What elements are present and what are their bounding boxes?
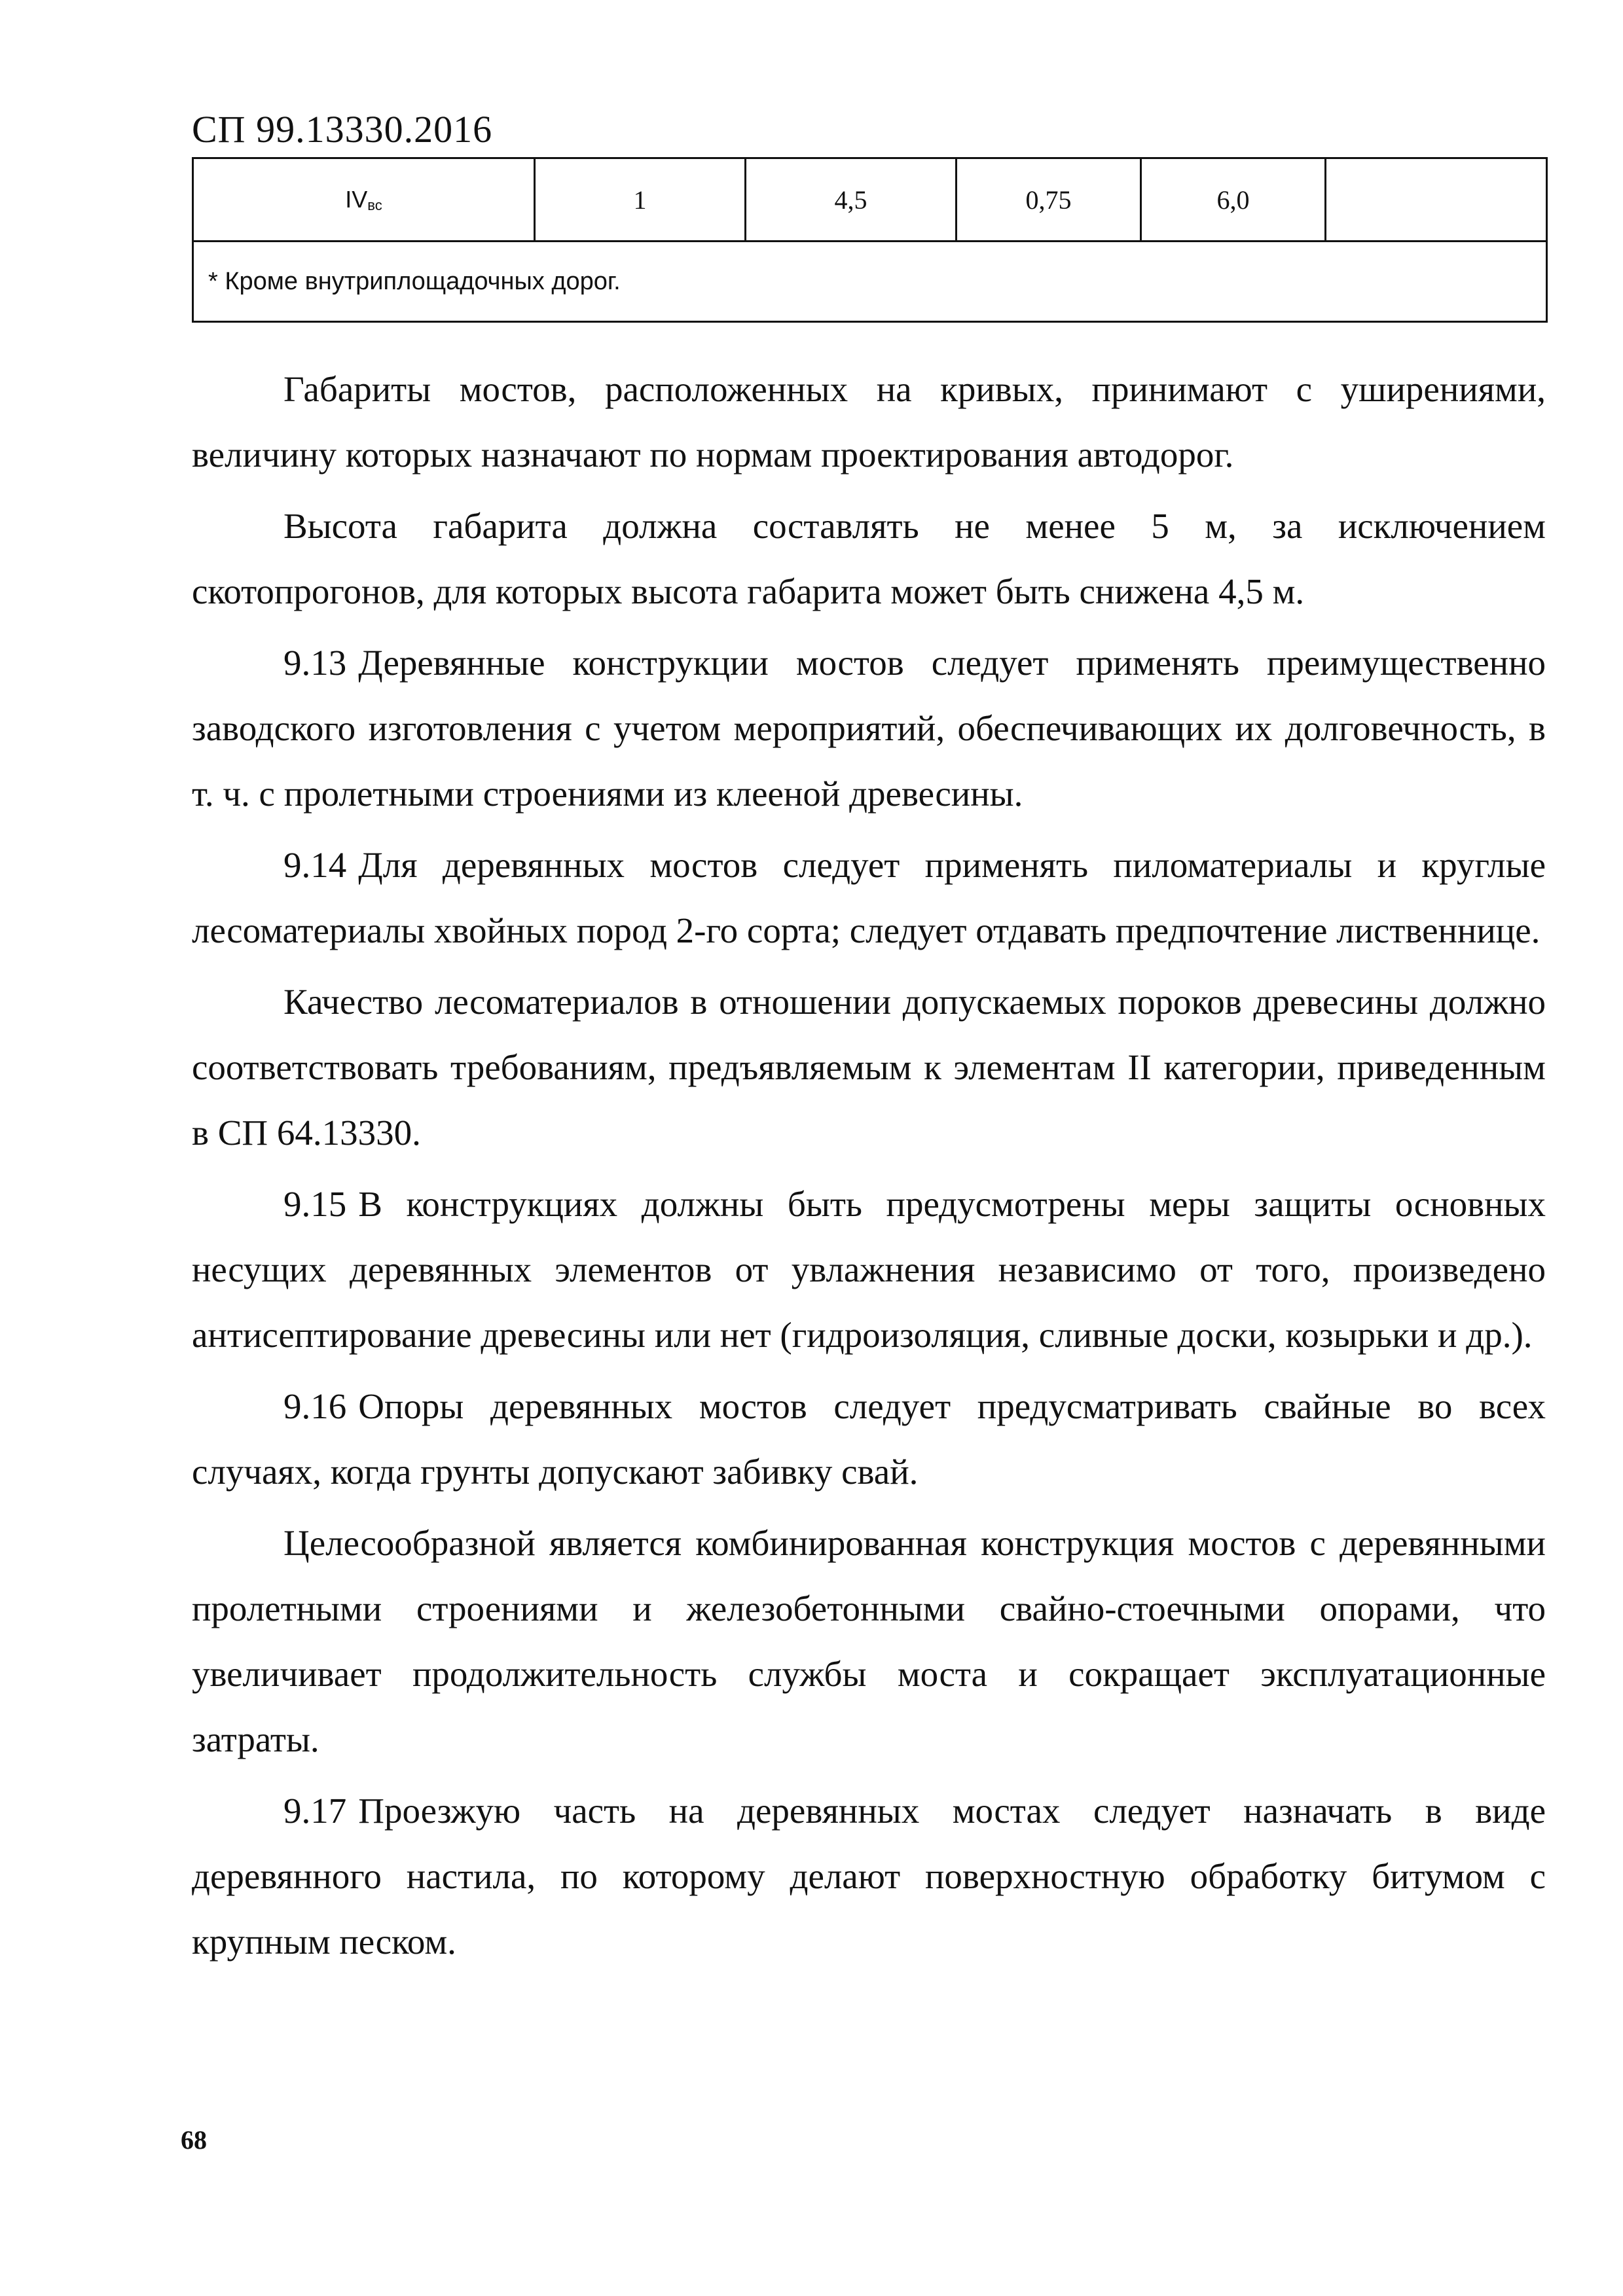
clause-number: 9.13 [283, 643, 347, 683]
clause-9-17 [192, 1778, 1546, 1975]
paragraph-text: Опоры деревянных мостов следует предусматривать свайные во всех случаях, когда грунты допускают забивку свай. [192, 1386, 1546, 1492]
table-cell: 0,75 [957, 158, 1141, 242]
paragraph [192, 357, 1546, 488]
table-cell: 1 [535, 158, 746, 242]
clause-number: 9.17 [283, 1791, 347, 1831]
page-number: 68 [181, 2125, 207, 2155]
clause-9-13 [192, 630, 1546, 827]
paragraph-text: Высота габарита должна составлять не менее 5 м, за исключением скотопрогонов, для которых высота габарита может быть снижена 4,5 м. [192, 506, 1546, 611]
paragraph-text: Габариты мостов, расположенных на кривых, принимают с уширениями, величину которых назначают по нормам проектирования автодорог. [192, 369, 1546, 475]
paragraph-text: Деревянные конструкции мостов следует применять преимущественно заводского изготовления с учетом мероприятий, обеспечивающих их долговечность, в т. ч. с пролетными строениями из клееной древесины. [192, 643, 1546, 814]
clause-number: 9.15 [283, 1184, 347, 1224]
paragraph [192, 969, 1546, 1166]
table-footnote: * Кроме внутриплощадочных дорог. [193, 242, 1547, 322]
paragraph-text: Проезжую часть на деревянных мостах следует назначать в виде деревянного настила, по которому делают поверхностную обработку битумом с крупным песком. [192, 1791, 1546, 1962]
paragraph-text: В конструкциях должны быть предусмотрены меры защиты основных несущих деревянных элементов от увлажнения независимо от того, произведено антисептирование древесины или нет (гидроизоляция, сливные доски, козырьки и др.). [192, 1184, 1546, 1355]
clause-9-16 [192, 1374, 1546, 1505]
clearance-table [192, 157, 1548, 323]
paragraph [192, 1511, 1546, 1772]
body-text [192, 357, 1546, 1981]
paragraph-text: Целесообразной является комбинированная конструкция мостов с деревянными пролетными строениями и железобетонными свайно-стоечными опорами, что увеличивает продолжительность службы моста и сокращает эксплуатационные затраты. [192, 1523, 1546, 1759]
clause-9-14 [192, 833, 1546, 963]
road-category-subscript: вс [367, 196, 382, 213]
table-footnote-row [193, 242, 1547, 322]
road-category-cell [193, 158, 535, 242]
clause-9-15 [192, 1172, 1546, 1368]
road-category-label: IV [345, 185, 368, 213]
table-cell-empty [1326, 158, 1547, 242]
table-cell: 4,5 [746, 158, 957, 242]
document-code: СП 99.13330.2016 [192, 108, 493, 151]
clause-number: 9.14 [283, 845, 347, 885]
table-row [193, 158, 1547, 242]
paragraph-text: Качество лесоматериалов в отношении допускаемых пороков древесины должно соответствовать требованиям, предъявляемым к элементам II категории, приведенным в СП 64.13330. [192, 982, 1546, 1153]
table-cell: 6,0 [1141, 158, 1326, 242]
paragraph-text: Для деревянных мостов следует применять пиломатериалы и круглые лесоматериалы хвойных пород 2-го сорта; следует отдавать предпочтение лиственнице. [192, 845, 1546, 950]
paragraph [192, 493, 1546, 624]
clause-number: 9.16 [283, 1386, 347, 1426]
